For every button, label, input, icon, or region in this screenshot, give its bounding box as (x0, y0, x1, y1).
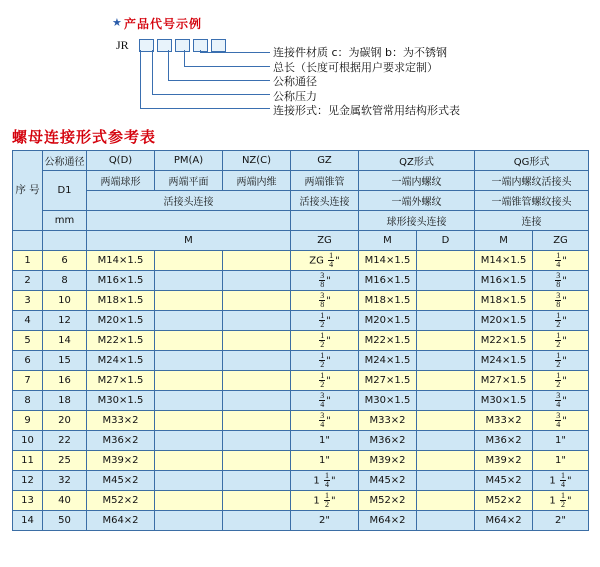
cell-pm (155, 251, 223, 271)
header-dn-label: 公称通径 (43, 151, 87, 171)
cell-q: M64×2 (87, 511, 155, 531)
cell-nz (223, 431, 291, 451)
cell-pm (155, 391, 223, 411)
cell-q: M30×1.5 (87, 391, 155, 411)
header-type-pm: 两端平面 (155, 171, 223, 191)
table-header-join (13, 191, 589, 211)
cell-qg-m: M14×1.5 (475, 251, 533, 271)
cell-seq: 4 (13, 311, 43, 331)
cell-qg-zg: $\frac{1}{2}$ " (533, 311, 589, 331)
cell-qz-m: M33×2 (359, 411, 417, 431)
nut-connection-table (12, 150, 589, 531)
cell-pm (155, 291, 223, 311)
cell-pm (155, 471, 223, 491)
cell-gz: $\frac{1}{2}$ " (291, 351, 359, 371)
leader-line-h1 (140, 108, 270, 109)
header-dn-unit: mm (43, 211, 87, 231)
cell-qz-d (417, 351, 475, 371)
cell-gz: 1" (291, 431, 359, 451)
table-header-join2 (13, 211, 589, 231)
cell-dn: 50 (43, 511, 87, 531)
table-row (13, 511, 589, 531)
cell-seq: 8 (13, 391, 43, 411)
table-row (13, 371, 589, 391)
cell-nz (223, 411, 291, 431)
cell-qg-m: M45×2 (475, 471, 533, 491)
cell-q: M36×2 (87, 431, 155, 451)
leader-line-v3 (168, 50, 169, 80)
cell-qz-m: M16×1.5 (359, 271, 417, 291)
header-blank-qpmnz (87, 211, 291, 231)
cell-gz: $\frac{3}{8}$ " (291, 271, 359, 291)
leader-line-h5 (200, 52, 270, 53)
cell-q: M45×2 (87, 471, 155, 491)
cell-pm (155, 271, 223, 291)
cell-nz (223, 331, 291, 351)
cell-pm (155, 511, 223, 531)
cell-qg-zg: 1" (533, 431, 589, 451)
cell-qz-d (417, 431, 475, 451)
cell-qg-m: M24×1.5 (475, 351, 533, 371)
cell-qz-m: M64×2 (359, 511, 417, 531)
header-join-gz: 活接头连接 (291, 191, 359, 211)
cell-qz-d (417, 371, 475, 391)
cell-dn: 15 (43, 351, 87, 371)
header-thread-dn-blank (43, 231, 87, 251)
cell-q: M39×2 (87, 451, 155, 471)
header-join-qpmnz: 活接头连接 (87, 191, 291, 211)
cell-qg-zg: $\frac{1}{4}$ " (533, 251, 589, 271)
header-col-gz: GZ (291, 151, 359, 171)
header-col-nz: NZ(C) (223, 151, 291, 171)
cell-dn: 10 (43, 291, 87, 311)
cell-q: M18×1.5 (87, 291, 155, 311)
header-thread-seq-blank (13, 231, 43, 251)
cell-nz (223, 251, 291, 271)
header-col-qg: QG形式 (475, 151, 589, 171)
cell-nz (223, 471, 291, 491)
cell-nz (223, 511, 291, 531)
cell-dn: 40 (43, 491, 87, 511)
cell-qz-m: M39×2 (359, 451, 417, 471)
cell-dn: 6 (43, 251, 87, 271)
cell-gz: $\frac{1}{2}$ " (291, 371, 359, 391)
cell-gz: 1 $\frac{1}{2}$ " (291, 491, 359, 511)
cell-qg-zg: $\frac{1}{2}$ " (533, 351, 589, 371)
cell-q: M22×1.5 (87, 331, 155, 351)
cell-qg-m: M33×2 (475, 411, 533, 431)
cell-qz-m: M52×2 (359, 491, 417, 511)
header-join-qg: 连接 (475, 211, 589, 231)
header-seq (13, 151, 43, 231)
table-header-types (13, 171, 589, 191)
cell-gz: $\frac{3}{4}$ " (291, 411, 359, 431)
cell-qg-zg: 1 $\frac{1}{4}$ " (533, 471, 589, 491)
cell-qz-d (417, 471, 475, 491)
table-row (13, 291, 589, 311)
header-thread-qg-zg: ZG (533, 231, 589, 251)
cell-nz (223, 451, 291, 471)
cell-seq: 6 (13, 351, 43, 371)
code-box-3 (175, 39, 190, 52)
cell-qg-m: M64×2 (475, 511, 533, 531)
cell-seq: 3 (13, 291, 43, 311)
header-col-q: Q(D) (87, 151, 155, 171)
table-row (13, 411, 589, 431)
cell-pm (155, 351, 223, 371)
header-type-qz: 一端内螺纹 (359, 171, 475, 191)
leader-line-h4 (184, 66, 270, 67)
cell-qg-m: M30×1.5 (475, 391, 533, 411)
cell-qg-zg: $\frac{3}{8}$ " (533, 271, 589, 291)
cell-qz-m: M30×1.5 (359, 391, 417, 411)
cell-qg-m: M36×2 (475, 431, 533, 451)
table-title: 螺母连接形式参考表 (12, 128, 157, 146)
cell-qz-d (417, 511, 475, 531)
cell-qg-zg: $\frac{3}{4}$ " (533, 411, 589, 431)
product-code-diagram (0, 0, 600, 122)
cell-nz (223, 351, 291, 371)
cell-nz (223, 311, 291, 331)
cell-dn: 16 (43, 371, 87, 391)
cell-seq: 12 (13, 471, 43, 491)
legend-item-material: 连接件材质 c：为碳钢 b：为不锈钢 (273, 46, 448, 59)
leader-line-v2 (152, 50, 153, 94)
cell-q: M27×1.5 (87, 371, 155, 391)
header-type2-qz: 一端外螺纹 (359, 191, 475, 211)
cell-seq: 2 (13, 271, 43, 291)
cell-qz-d (417, 451, 475, 471)
table-row (13, 251, 589, 271)
cell-qz-d (417, 311, 475, 331)
cell-nz (223, 391, 291, 411)
cell-qz-m: M36×2 (359, 431, 417, 451)
cell-q: M52×2 (87, 491, 155, 511)
cell-qg-m: M52×2 (475, 491, 533, 511)
cell-qz-m: M20×1.5 (359, 311, 417, 331)
cell-pm (155, 491, 223, 511)
cell-gz: $\frac{3}{4}$ " (291, 391, 359, 411)
table-row (13, 331, 589, 351)
header-type2-qg: 一端锥管螺纹接头 (475, 191, 589, 211)
cell-nz (223, 271, 291, 291)
diagram-title: 产品代号示例 (124, 17, 203, 31)
legend-item-nominal-pressure: 公称压力 (273, 89, 317, 103)
code-box-5 (211, 39, 226, 52)
cell-pm (155, 331, 223, 351)
table-header-codes (13, 151, 589, 171)
cell-dn: 14 (43, 331, 87, 351)
cell-q: M16×1.5 (87, 271, 155, 291)
cell-pm (155, 431, 223, 451)
header-join-qz: 球形接头连接 (359, 211, 475, 231)
cell-pm (155, 411, 223, 431)
header-thread-qz-d: D (417, 231, 475, 251)
cell-qz-d (417, 331, 475, 351)
header-thread-qz-m: M (359, 231, 417, 251)
cell-qg-m: M27×1.5 (475, 371, 533, 391)
cell-seq: 10 (13, 431, 43, 451)
cell-qz-d (417, 251, 475, 271)
header-type-qg: 一端内螺纹活接头 (475, 171, 589, 191)
leader-line-h3 (168, 80, 270, 81)
cell-gz: 1" (291, 451, 359, 471)
cell-qg-zg: $\frac{1}{2}$ " (533, 371, 589, 391)
leader-line-v1 (140, 50, 141, 108)
cell-q: M20×1.5 (87, 311, 155, 331)
cell-qg-zg: $\frac{3}{8}$ " (533, 291, 589, 311)
cell-qg-m: M20×1.5 (475, 311, 533, 331)
cell-q: M24×1.5 (87, 351, 155, 371)
header-thread-zg: ZG (291, 231, 359, 251)
cell-seq: 7 (13, 371, 43, 391)
cell-qz-m: M27×1.5 (359, 371, 417, 391)
table-row (13, 271, 589, 291)
cell-q: M14×1.5 (87, 251, 155, 271)
header-col-qz: QZ形式 (359, 151, 475, 171)
cell-seq: 13 (13, 491, 43, 511)
cell-qz-m: M18×1.5 (359, 291, 417, 311)
cell-gz: ZG $\frac{1}{4}$ " (291, 251, 359, 271)
legend-item-connection-type: 连接形式：见金属软管常用结构形式表 (273, 104, 460, 117)
cell-qg-m: M39×2 (475, 451, 533, 471)
table-row (13, 451, 589, 471)
cell-qg-zg: $\frac{3}{4}$ " (533, 391, 589, 411)
cell-nz (223, 371, 291, 391)
table-row (13, 391, 589, 411)
diagram-legend (273, 46, 460, 119)
cell-dn: 12 (43, 311, 87, 331)
header-type-nz: 两端内维 (223, 171, 291, 191)
cell-qg-m: M18×1.5 (475, 291, 533, 311)
cell-dn: 18 (43, 391, 87, 411)
cell-gz: $\frac{1}{2}$ " (291, 331, 359, 351)
cell-pm (155, 451, 223, 471)
product-code-prefix: JR (116, 38, 129, 52)
cell-qz-d (417, 411, 475, 431)
cell-qz-m: M22×1.5 (359, 331, 417, 351)
cell-qz-d (417, 491, 475, 511)
cell-dn: 8 (43, 271, 87, 291)
header-seq-label: 序 号 (15, 184, 40, 196)
cell-qg-zg: $\frac{1}{2}$ " (533, 331, 589, 351)
cell-seq: 11 (13, 451, 43, 471)
cell-gz: 2" (291, 511, 359, 531)
header-type-gz: 两端锥管 (291, 171, 359, 191)
table-row (13, 471, 589, 491)
header-col-pm: PM(A) (155, 151, 223, 171)
table-row (13, 311, 589, 331)
cell-qz-m: M14×1.5 (359, 251, 417, 271)
cell-qg-zg: 1 $\frac{1}{2}$ " (533, 491, 589, 511)
cell-qz-m: M24×1.5 (359, 351, 417, 371)
header-blank-gz (291, 211, 359, 231)
cell-seq: 5 (13, 331, 43, 351)
cell-qz-d (417, 271, 475, 291)
table-header-threads (13, 231, 589, 251)
table-row (13, 431, 589, 451)
header-dn-sub: D1 (43, 171, 87, 211)
cell-pm (155, 311, 223, 331)
legend-item-length: 总长（长度可根据用户要求定制） (273, 60, 438, 74)
cell-nz (223, 491, 291, 511)
cell-seq: 9 (13, 411, 43, 431)
table-row (13, 351, 589, 371)
cell-dn: 20 (43, 411, 87, 431)
cell-qz-d (417, 291, 475, 311)
code-box-2 (157, 39, 172, 52)
cell-gz: $\frac{1}{2}$ " (291, 311, 359, 331)
cell-dn: 22 (43, 431, 87, 451)
cell-qg-zg: 2" (533, 511, 589, 531)
cell-gz: $\frac{3}{8}$ " (291, 291, 359, 311)
table-row (13, 491, 589, 511)
cell-seq: 1 (13, 251, 43, 271)
cell-qg-m: M22×1.5 (475, 331, 533, 351)
cell-qg-zg: 1" (533, 451, 589, 471)
cell-dn: 25 (43, 451, 87, 471)
leader-line-v4 (184, 50, 185, 66)
cell-seq: 14 (13, 511, 43, 531)
cell-pm (155, 371, 223, 391)
cell-gz: 1 $\frac{1}{4}$ " (291, 471, 359, 491)
cell-qg-m: M16×1.5 (475, 271, 533, 291)
header-type-q: 两端球形 (87, 171, 155, 191)
cell-nz (223, 291, 291, 311)
cell-qz-d (417, 391, 475, 411)
star-icon: ★ (112, 17, 122, 29)
legend-item-nominal-diameter: 公称通径 (273, 75, 317, 88)
header-thread-qg-m: M (475, 231, 533, 251)
cell-qz-m: M45×2 (359, 471, 417, 491)
cell-q: M33×2 (87, 411, 155, 431)
header-thread-m: M (87, 231, 291, 251)
cell-dn: 32 (43, 471, 87, 491)
leader-line-h2 (152, 94, 270, 95)
